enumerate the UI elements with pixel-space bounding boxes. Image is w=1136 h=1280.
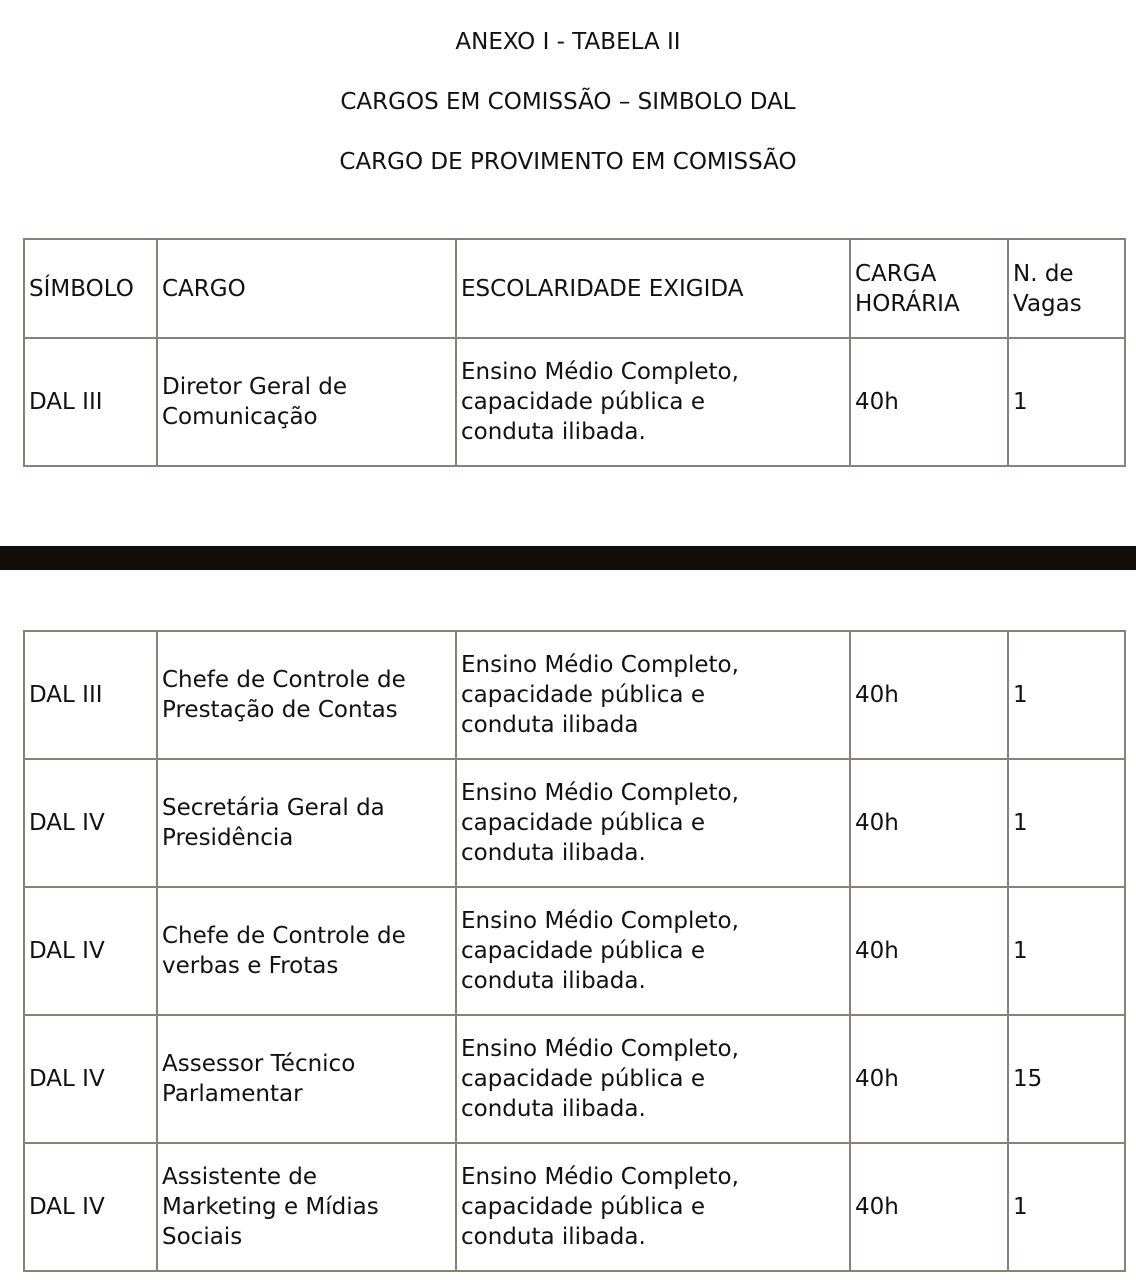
cell-cargo: Diretor Geral de Comunicação [157,338,456,466]
cell-escolaridade: Ensino Médio Completo, capacidade pública e conduta ilibada. [456,1015,850,1143]
header-simbolo: SÍMBOLO [24,239,157,338]
cell-simbolo: DAL III [24,338,157,466]
cell-vagas: 1 [1008,759,1125,887]
cell-cargo: Chefe de Controle de verbas e Frotas [157,887,456,1015]
cell-carga-horaria: 40h [850,338,1008,466]
cell-simbolo: DAL IV [24,887,157,1015]
cell-vagas: 15 [1008,1015,1125,1143]
cell-vagas: 1 [1008,887,1125,1015]
cell-simbolo: DAL IV [24,759,157,887]
table-row [24,631,1125,759]
cargos-table-bottom [23,630,1126,1272]
table-row [24,1015,1125,1143]
header-vagas: N. de Vagas [1008,239,1125,338]
page-break-divider [0,546,1136,570]
table-row [24,1143,1125,1271]
header-escolaridade: ESCOLARIDADE EXIGIDA [456,239,850,338]
cell-escolaridade: Ensino Médio Completo, capacidade pública e conduta ilibada. [456,887,850,1015]
cell-vagas: 1 [1008,338,1125,466]
cell-carga-horaria: 40h [850,1143,1008,1271]
cell-escolaridade: Ensino Médio Completo, capacidade pública e conduta ilibada. [456,759,850,887]
table-row [24,887,1125,1015]
cell-escolaridade: Ensino Médio Completo, capacidade pública e conduta ilibada. [456,1143,850,1271]
cell-carga-horaria: 40h [850,631,1008,759]
cell-carga-horaria: 40h [850,759,1008,887]
cell-simbolo: DAL IV [24,1143,157,1271]
document-subtitle: CARGOS EM COMISSÃO – SIMBOLO DAL [340,89,796,115]
table-row [24,338,1125,466]
table-row [24,759,1125,887]
cell-vagas: 1 [1008,631,1125,759]
header-carga-horaria: CARGA HORÁRIA [850,239,1008,338]
cell-cargo: Assistente de Marketing e Mídias Sociais [157,1143,456,1271]
header-cargo: CARGO [157,239,456,338]
cell-carga-horaria: 40h [850,1015,1008,1143]
cell-simbolo: DAL IV [24,1015,157,1143]
table-header-row [24,239,1125,338]
cargos-table-top [23,238,1126,467]
cell-escolaridade: Ensino Médio Completo, capacidade pública e conduta ilibada. [456,338,850,466]
cell-carga-horaria: 40h [850,887,1008,1015]
cell-vagas: 1 [1008,1143,1125,1271]
document-title: ANEXO I - TABELA II [455,29,681,55]
cell-simbolo: DAL III [24,631,157,759]
document-subheading: CARGO DE PROVIMENTO EM COMISSÃO [339,149,797,175]
cell-cargo: Chefe de Controle de Prestação de Contas [157,631,456,759]
cell-escolaridade: Ensino Médio Completo, capacidade pública e conduta ilibada [456,631,850,759]
cell-cargo: Secretária Geral da Presidência [157,759,456,887]
cell-cargo: Assessor Técnico Parlamentar [157,1015,456,1143]
